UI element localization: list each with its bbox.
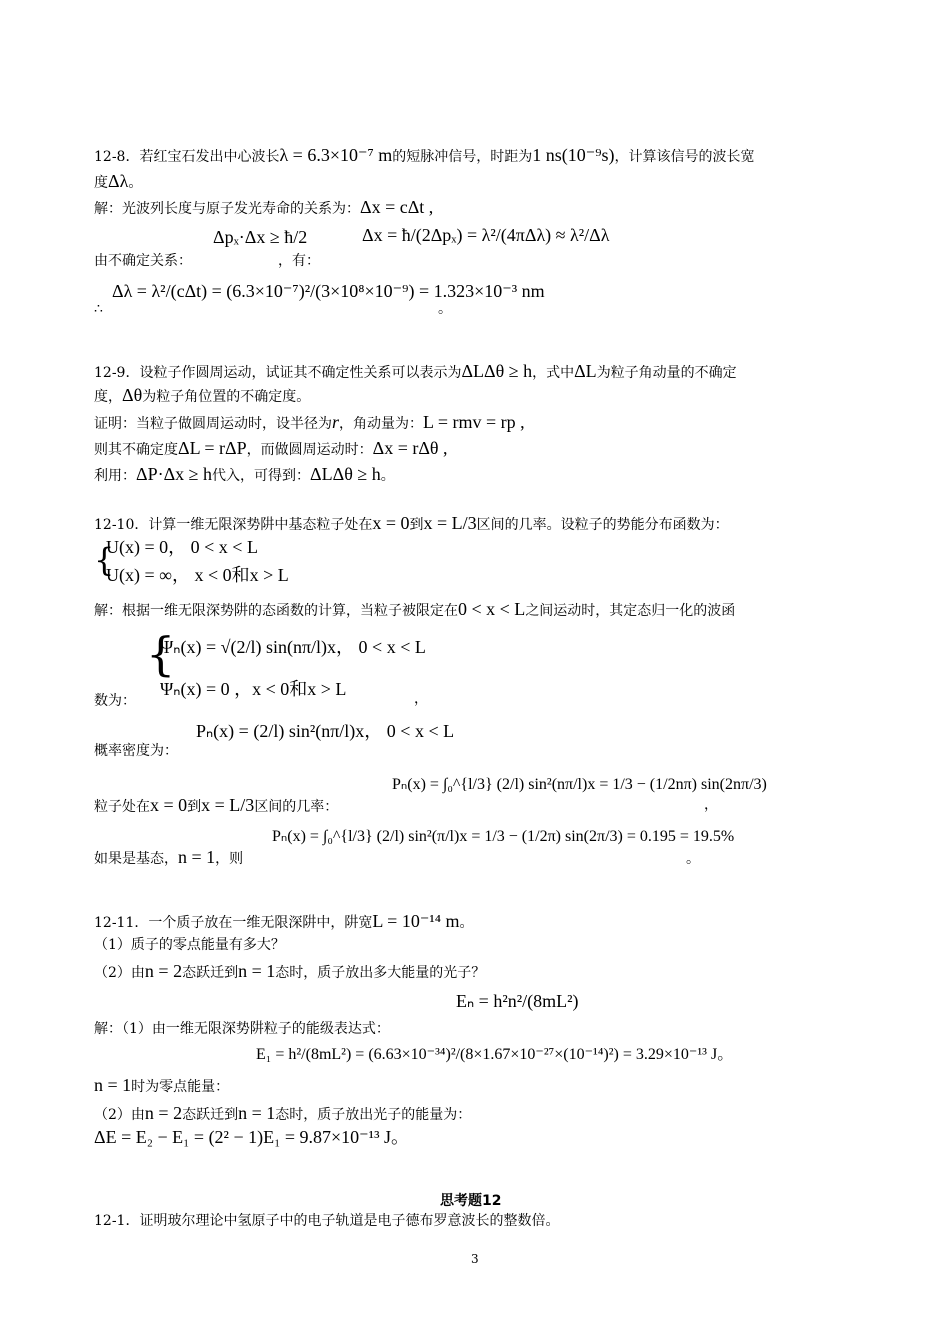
math-r: r [332, 412, 340, 432]
math-probability-integral: Pₙ(x) = ∫₀^{l/3} (2/l) sin²(nπ/l)x = 1/3 − (1/2nπ) sin(2nπ/3) [392, 776, 767, 793]
problem-12-10-line6: 如果是基态，n = 1，则 [94, 847, 244, 867]
problem-12-10-line1: 12-10．计算一维无限深势阱中基态粒子处在x = 0到x = L/3区间的几率。设粒子的势能分布函数为： [94, 513, 729, 533]
math-time-interval: 1 ns(10⁻⁹s) [532, 145, 615, 165]
math-probability-density: Pₙ(x) = (2/l) sin²(nπ/l)x， 0 < x < L [196, 721, 455, 741]
problem-12-8-line4: 由不确定关系： ，有： [94, 253, 320, 269]
brace-left: { [94, 541, 115, 579]
problem-12-9-line3: 证明：当粒子做圆周运动时，设半径为r，角动量为：L = rmv = rp , [94, 412, 525, 432]
math-potential-inside: U(x) = 0， 0 < x < L [106, 537, 258, 557]
math-n-equals-2: n = 2 [144, 961, 183, 981]
math-delta-l-eq: ΔL = rΔP [178, 438, 247, 458]
question-1: （1）质子的零点能量有多大？ [94, 937, 285, 953]
math-energy-levels: Eₙ = h²n²/(8mL²) [456, 991, 579, 1011]
math-uncertainty-relation: Δpₓ·Δx ≥ ħ/2 [213, 227, 308, 247]
page-number: 3 [471, 1252, 479, 1266]
math-momentum-uncertainty: ΔP·Δx ≥ h [136, 464, 213, 484]
math-photon-energy: ΔE = E₂ − E₁ = (2² − 1)E₁ = 9.87×10⁻¹³ J。 [94, 1127, 409, 1147]
comma: ， [414, 691, 428, 707]
problem-12-11-line1: 12-11．一个质子放在一维无限深阱中，阱宽L = 10⁻¹⁴ m。 [94, 911, 474, 931]
problem-12-10-line2: 解：根据一维无限深势阱的态函数的计算，当粒子被限定在0 < x < L之间运动时，其定态归一化的波函 [94, 599, 736, 619]
problem-12-8-line1: 12-8．若红宝石发出中心波长λ = 6.3×10⁻⁷ m的短脉冲信号，时距为1 ns(10⁻⁹s)，计算该信号的波长宽 [94, 145, 755, 165]
label-probability-density: 概率密度为： [94, 743, 178, 759]
math-wavelength: λ = 6.3×10⁻⁷ m [279, 145, 393, 165]
math-n-equals-2: n = 2 [144, 1103, 183, 1123]
math-n-equals-1: n = 1 [238, 961, 276, 981]
solution-1-label: n = 1时为零点能量： [94, 1075, 230, 1095]
math-delta-lambda: Δλ [108, 171, 129, 191]
period: 。 [686, 851, 700, 867]
math-n-equals-1: n = 1 [178, 847, 216, 867]
math-n-equals-1: n = 1 [94, 1075, 132, 1095]
math-wave-length: Δx = cΔt , [360, 197, 434, 217]
comma: ， [704, 797, 718, 813]
period: 。 [438, 301, 452, 317]
math-angular-uncertainty: ΔLΔθ ≥ h [461, 361, 533, 381]
math-x-l3: x = L/3 [201, 795, 255, 815]
problem-12-9-line2: 度，Δθ为粒子角位置的不确定度。 [94, 385, 311, 405]
therefore-symbol: ∴ [94, 301, 103, 317]
math-ground-state-probability: Pₙ(x) = ∫₀^{l/3} (2/l) sin²(π/l)x = 1/3 − (1/2π) sin(2π/3) = 0.195 = 19.5% [272, 828, 735, 845]
problem-12-8-line2: 度Δλ。 [94, 171, 143, 191]
math-delta-x-eq: Δx = rΔθ , [372, 438, 448, 458]
math-delta-l: ΔL [574, 361, 597, 381]
question-2: （2）由n = 2态跃迁到n = 1态时，质子放出多大能量的光子？ [94, 961, 486, 981]
thinking-question-12-1: 12-1．证明玻尔理论中氢原子中的电子轨道是电子德布罗意波长的整数倍。 [94, 1213, 560, 1229]
math-delta-x-formula: Δx = ħ/(2Δpₓ) = λ²/(4πΔλ) ≈ λ²/Δλ [362, 225, 610, 245]
math-range: 0 < x < L [458, 599, 526, 619]
math-x-zero: x = 0 [150, 795, 188, 815]
solution-1-intro: 解：（1）由一维无限深势阱粒子的能级表达式： [94, 1021, 390, 1037]
brace-left: { [146, 627, 176, 681]
math-delta-lambda-result: Δλ = λ²/(cΔt) = (6.3×10⁻⁷)²/(3×10⁸×10⁻⁹) = 1.323×10⁻³ nm [112, 281, 545, 301]
math-well-width: L = 10⁻¹⁴ m [372, 911, 460, 931]
math-angular-momentum: L = rmv = rp , [423, 412, 525, 432]
problem-12-9-line1: 12-9．设粒子作圆周运动，试证其不确定性关系可以表示为ΔLΔθ ≥ h，式中ΔL为粒子角动量的不确定 [94, 361, 737, 381]
math-zero-point-energy: E₁ = h²/(8mL²) = (6.63×10⁻³⁴)²/(8×1.67×10⁻²⁷×(10⁻¹⁴)²) = 3.29×10⁻¹³ J。 [256, 1046, 734, 1063]
problem-12-9-line5: 利用：ΔP·Δx ≥ h代入，可得到：ΔLΔθ ≥ h。 [94, 464, 395, 484]
label-wavefunction: 数为： [94, 693, 136, 709]
math-x-zero: x = 0 [372, 513, 410, 533]
math-delta-theta: Δθ [122, 385, 143, 405]
math-wavefunction-inside: Ψₙ(x) = √(2/l) sin(nπ/l)x， 0 < x < L [160, 637, 426, 657]
math-x-l3: x = L/3 [423, 513, 477, 533]
math-result: ΔLΔθ ≥ h [310, 464, 381, 484]
problem-12-9-line4: 则其不确定度ΔL = rΔP，而做圆周运动时：Δx = rΔθ , [94, 438, 448, 458]
math-potential-outside: U(x) = ∞， x < 0和x > L [106, 565, 289, 585]
problem-12-8-line3: 解：光波列长度与原子发光寿命的关系为：Δx = cΔt , [94, 197, 434, 217]
problem-12-10-line5: 粒子处在x = 0到x = L/3区间的几率： [94, 795, 339, 815]
solution-2-intro: （2）由n = 2态跃迁到n = 1态时，质子放出光子的能量为： [94, 1103, 472, 1123]
math-wavefunction-outside: Ψₙ(x) = 0 ，x < 0和x > L [160, 679, 347, 699]
section-title: 思考题12 [440, 1193, 502, 1209]
math-n-equals-1: n = 1 [238, 1103, 276, 1123]
